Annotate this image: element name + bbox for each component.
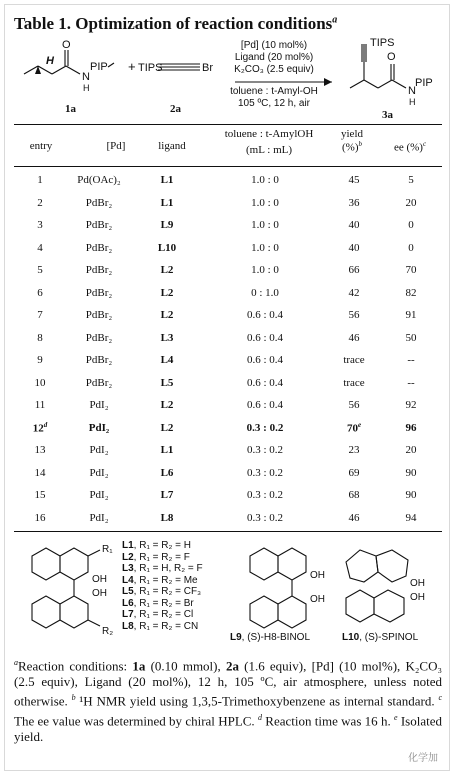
oh-label-6: OH — [410, 592, 425, 603]
ratio-cell: 0.6 : 0.4 — [246, 331, 284, 344]
pd-cell: PdI₂ — [89, 466, 109, 479]
product-tips-label: TIPS — [370, 37, 395, 49]
pd-cell: PdBr₂ — [85, 219, 113, 232]
pd-cell: Pd(OAc)₂ — [77, 174, 121, 187]
yield-cell: 46 — [348, 331, 360, 344]
table-row — [14, 462, 442, 485]
table-header-rule — [14, 166, 442, 167]
pd-cell: PdBr₂ — [85, 331, 113, 344]
table-row — [14, 282, 442, 305]
ligand-entry: L3, R₁ = H, R₂ = F — [122, 563, 203, 574]
ligand-entry: L6, R₁ = R₂ = Br — [122, 597, 194, 609]
ee-cell: 50 — [405, 331, 417, 344]
ligand-entry: L4, R₁ = R₂ = Me — [122, 574, 198, 586]
table-row — [14, 507, 442, 530]
table-row — [14, 327, 442, 350]
reaction-conditions-bottom: toluene : t-Amyl-OH 105 ºC, 12 h, air — [230, 86, 318, 109]
yield-cell: 45 — [348, 174, 360, 187]
table-row — [14, 394, 442, 417]
yield-cell: 66 — [348, 264, 360, 277]
reaction-conditions-top: [Pd] (10 mol%) Ligand (20 mol%) K₂CO₃ (2.5 equiv) — [234, 40, 314, 75]
pd-cell: PdI₂ — [89, 489, 109, 502]
entry-cell: 14 — [34, 466, 46, 479]
table-top-rule — [14, 124, 442, 125]
entry-cell: 7 — [37, 309, 43, 322]
table-row — [14, 349, 442, 372]
ee-cell: 82 — [405, 286, 417, 299]
ligand-cell: L2 — [160, 264, 174, 277]
oh-label-1: OH — [92, 574, 107, 585]
l10-caption: L10, (S)-SPINOL — [342, 632, 419, 643]
table-row — [14, 417, 442, 440]
ligand-cell: L7 — [160, 489, 174, 502]
ligand-cell: L8 — [160, 511, 174, 524]
entry-cell: 11 — [34, 399, 46, 412]
oh-label-2: OH — [92, 588, 107, 599]
pip-label: PIP — [90, 61, 108, 73]
pd-cell: PdBr₂ — [85, 196, 113, 209]
entry-cell: 1 — [37, 174, 43, 187]
bromine-label: Br — [202, 62, 213, 74]
ratio-cell: 1.0 : 0 — [251, 241, 279, 254]
footnotes: $^a$Reaction conditions: 1a (0.10 mmol), 2a (1.6 equiv), [Pd] (10 mol%), K₂CO₃ (2.5 equiv), Ligand (20 mol%), 12 h, 105 ºC, air atmosphere, unless noted otherwise. $^b$ ¹H NMR yield using 1,3,5-Trimethoxybenzene as internal standard. $^c$ The ee value was determined by chiral HPLC. $^d$ Reaction time was 16 h. $^e$ Isolated yield. — [14, 658, 443, 744]
ratio-cell: 0.6 : 0.4 — [246, 354, 284, 367]
l9-caption: L9, (S)-H8-BINOL — [230, 632, 311, 643]
entry-cell: 15 — [34, 489, 46, 502]
ee-cell: 90 — [405, 489, 417, 502]
ee-cell: 0 — [408, 241, 414, 254]
ligand-cell: L1 — [160, 444, 174, 457]
ratio-cell: 0.3 : 0.2 — [246, 421, 284, 434]
entry-cell: 12$^d$ — [32, 420, 48, 435]
pd-cell: PdBr₂ — [85, 309, 113, 322]
ratio-cell: 0 : 1.0 — [251, 286, 279, 299]
entry-cell: 9 — [37, 354, 43, 367]
yield-cell: 36 — [348, 196, 360, 209]
entry-cell: 10 — [34, 376, 46, 389]
ratio-cell: 1.0 : 0 — [251, 196, 279, 209]
product-nh: H — [409, 97, 416, 107]
table-row — [14, 304, 442, 327]
tips-label: TIPS — [138, 62, 163, 74]
amide-nitrogen: N — [82, 71, 90, 83]
ee-cell: 91 — [405, 309, 417, 322]
ee-cell: -- — [407, 354, 415, 367]
table-row — [14, 192, 442, 215]
ligand-cell: L9 — [160, 219, 174, 232]
ratio-cell: 1.0 : 0 — [251, 264, 279, 277]
oh-label-4: OH — [310, 594, 325, 605]
ligand-cell: L2 — [160, 421, 174, 434]
yield-cell: 70e — [346, 420, 362, 435]
ligand-cell: L2 — [160, 286, 174, 299]
entry-cell: 4 — [37, 241, 43, 254]
yield-cell: trace — [343, 354, 365, 367]
ee-cell: 5 — [408, 174, 414, 187]
entry-cell: 5 — [37, 264, 43, 277]
ee-cell: 70 — [405, 264, 417, 277]
ligand-entry: L7, R₁ = R₂ = Cl — [122, 609, 194, 620]
table-bottom-rule — [14, 531, 442, 532]
optimization-table — [14, 169, 442, 529]
entry-cell: 16 — [34, 511, 46, 524]
table-row — [14, 169, 442, 192]
oh-label-3: OH — [310, 570, 325, 581]
ligand-cell: L1 — [160, 174, 174, 187]
reagent-label: 2a — [170, 103, 181, 115]
yield-cell: 40 — [348, 219, 360, 232]
entry-cell: 3 — [37, 219, 43, 232]
header-pd: [Pd] — [106, 140, 126, 152]
ratio-cell: 0.3 : 0.2 — [246, 511, 284, 524]
entry-cell: 8 — [37, 331, 43, 344]
pd-cell: PdBr₂ — [85, 286, 113, 299]
yield-cell: 46 — [348, 511, 360, 524]
table-row — [14, 484, 442, 507]
yield-cell: 68 — [348, 489, 360, 502]
r1-label: R₁ — [102, 544, 113, 555]
header-yield: yield (%)$^b$ — [341, 128, 363, 154]
yield-cell: 40 — [348, 241, 360, 254]
ee-cell: 90 — [405, 466, 417, 479]
ratio-cell: 0.6 : 0.4 — [246, 399, 284, 412]
yield-cell: 42 — [348, 286, 360, 299]
ligand-list — [122, 540, 226, 632]
yield-cell: 23 — [348, 444, 360, 457]
hydrogen-label: H — [46, 55, 54, 67]
pd-cell: PdI₂ — [89, 399, 109, 412]
ratio-cell: 0.3 : 0.2 — [246, 489, 284, 502]
product-label: 3a — [382, 109, 393, 121]
ee-cell: 20 — [405, 196, 417, 209]
amide-h: H — [83, 83, 90, 93]
ligand-entry: L2, R₁ = R₂ = F — [122, 551, 190, 563]
ligand-cell: L4 — [160, 354, 174, 367]
oh-label-5: OH — [410, 578, 425, 589]
entry-cell: 2 — [37, 196, 43, 209]
sm-label: 1a — [65, 103, 76, 115]
ee-cell: 94 — [405, 511, 417, 524]
ligand-entry: L1, R₁ = R₂ = H — [122, 540, 191, 551]
yield-cell: 56 — [348, 399, 360, 412]
table-row — [14, 372, 442, 395]
table-row — [14, 259, 442, 282]
plus-sign: + — [128, 59, 136, 74]
pd-cell: PdI₂ — [89, 444, 109, 457]
ee-cell: 0 — [408, 219, 414, 232]
pd-cell: PdBr₂ — [85, 354, 113, 367]
header-ee: ee (%)$^c$ — [393, 140, 427, 154]
ratio-cell: 0.6 : 0.4 — [246, 376, 284, 389]
ligand-cell: L1 — [160, 196, 174, 209]
ratio-cell: 0.3 : 0.2 — [246, 444, 284, 457]
ratio-cell: 0.3 : 0.2 — [246, 466, 284, 479]
header-solvent: toluene : t-AmylOH (mL : mL) — [224, 128, 314, 156]
watermark: 化学加 — [408, 753, 438, 764]
product-pip: PIP — [415, 77, 433, 89]
pd-cell: PdBr₂ — [85, 241, 113, 254]
ligand-cell: L3 — [160, 331, 174, 344]
header-entry: entry — [29, 140, 53, 152]
yield-cell: trace — [343, 376, 365, 389]
r2-label: R₂ — [102, 626, 114, 637]
pd-cell: PdI₂ — [88, 421, 110, 434]
ratio-cell: 0.6 : 0.4 — [246, 309, 284, 322]
table-row — [14, 439, 442, 462]
pd-cell: PdBr₂ — [85, 376, 113, 389]
ee-cell: -- — [407, 376, 415, 389]
product-oxygen: O — [387, 51, 396, 63]
ligand-cell: L5 — [160, 376, 174, 389]
ligand-cell: L2 — [160, 399, 174, 412]
ratio-cell: 1.0 : 0 — [251, 174, 279, 187]
pd-cell: PdI₂ — [89, 511, 109, 524]
entry-cell: 6 — [37, 286, 43, 299]
ratio-cell: 1.0 : 0 — [251, 219, 279, 232]
ligand-entry: L5, R₁ = R₂ = CF₃ — [122, 586, 202, 597]
product-nitrogen: N — [408, 85, 416, 97]
ligand-cell: L10 — [157, 241, 177, 254]
yield-cell: 69 — [348, 466, 360, 479]
ee-cell: 20 — [405, 444, 417, 457]
pd-cell: PdBr₂ — [85, 264, 113, 277]
ligand-entry: L8, R₁ = R₂ = CN — [122, 620, 199, 632]
ligand-cell: L6 — [160, 466, 174, 479]
ee-cell: 92 — [405, 399, 417, 412]
table-title: Table 1. Optimization of reaction conditions$^a$ — [14, 14, 338, 33]
ligand-cell: L2 — [160, 309, 174, 322]
yield-cell: 56 — [348, 309, 360, 322]
ee-cell: 96 — [405, 421, 417, 434]
table-row — [14, 237, 442, 260]
entry-cell: 13 — [34, 444, 46, 457]
header-ligand: ligand — [158, 140, 186, 152]
table-row — [14, 214, 442, 237]
carbonyl-oxygen: O — [62, 39, 71, 51]
